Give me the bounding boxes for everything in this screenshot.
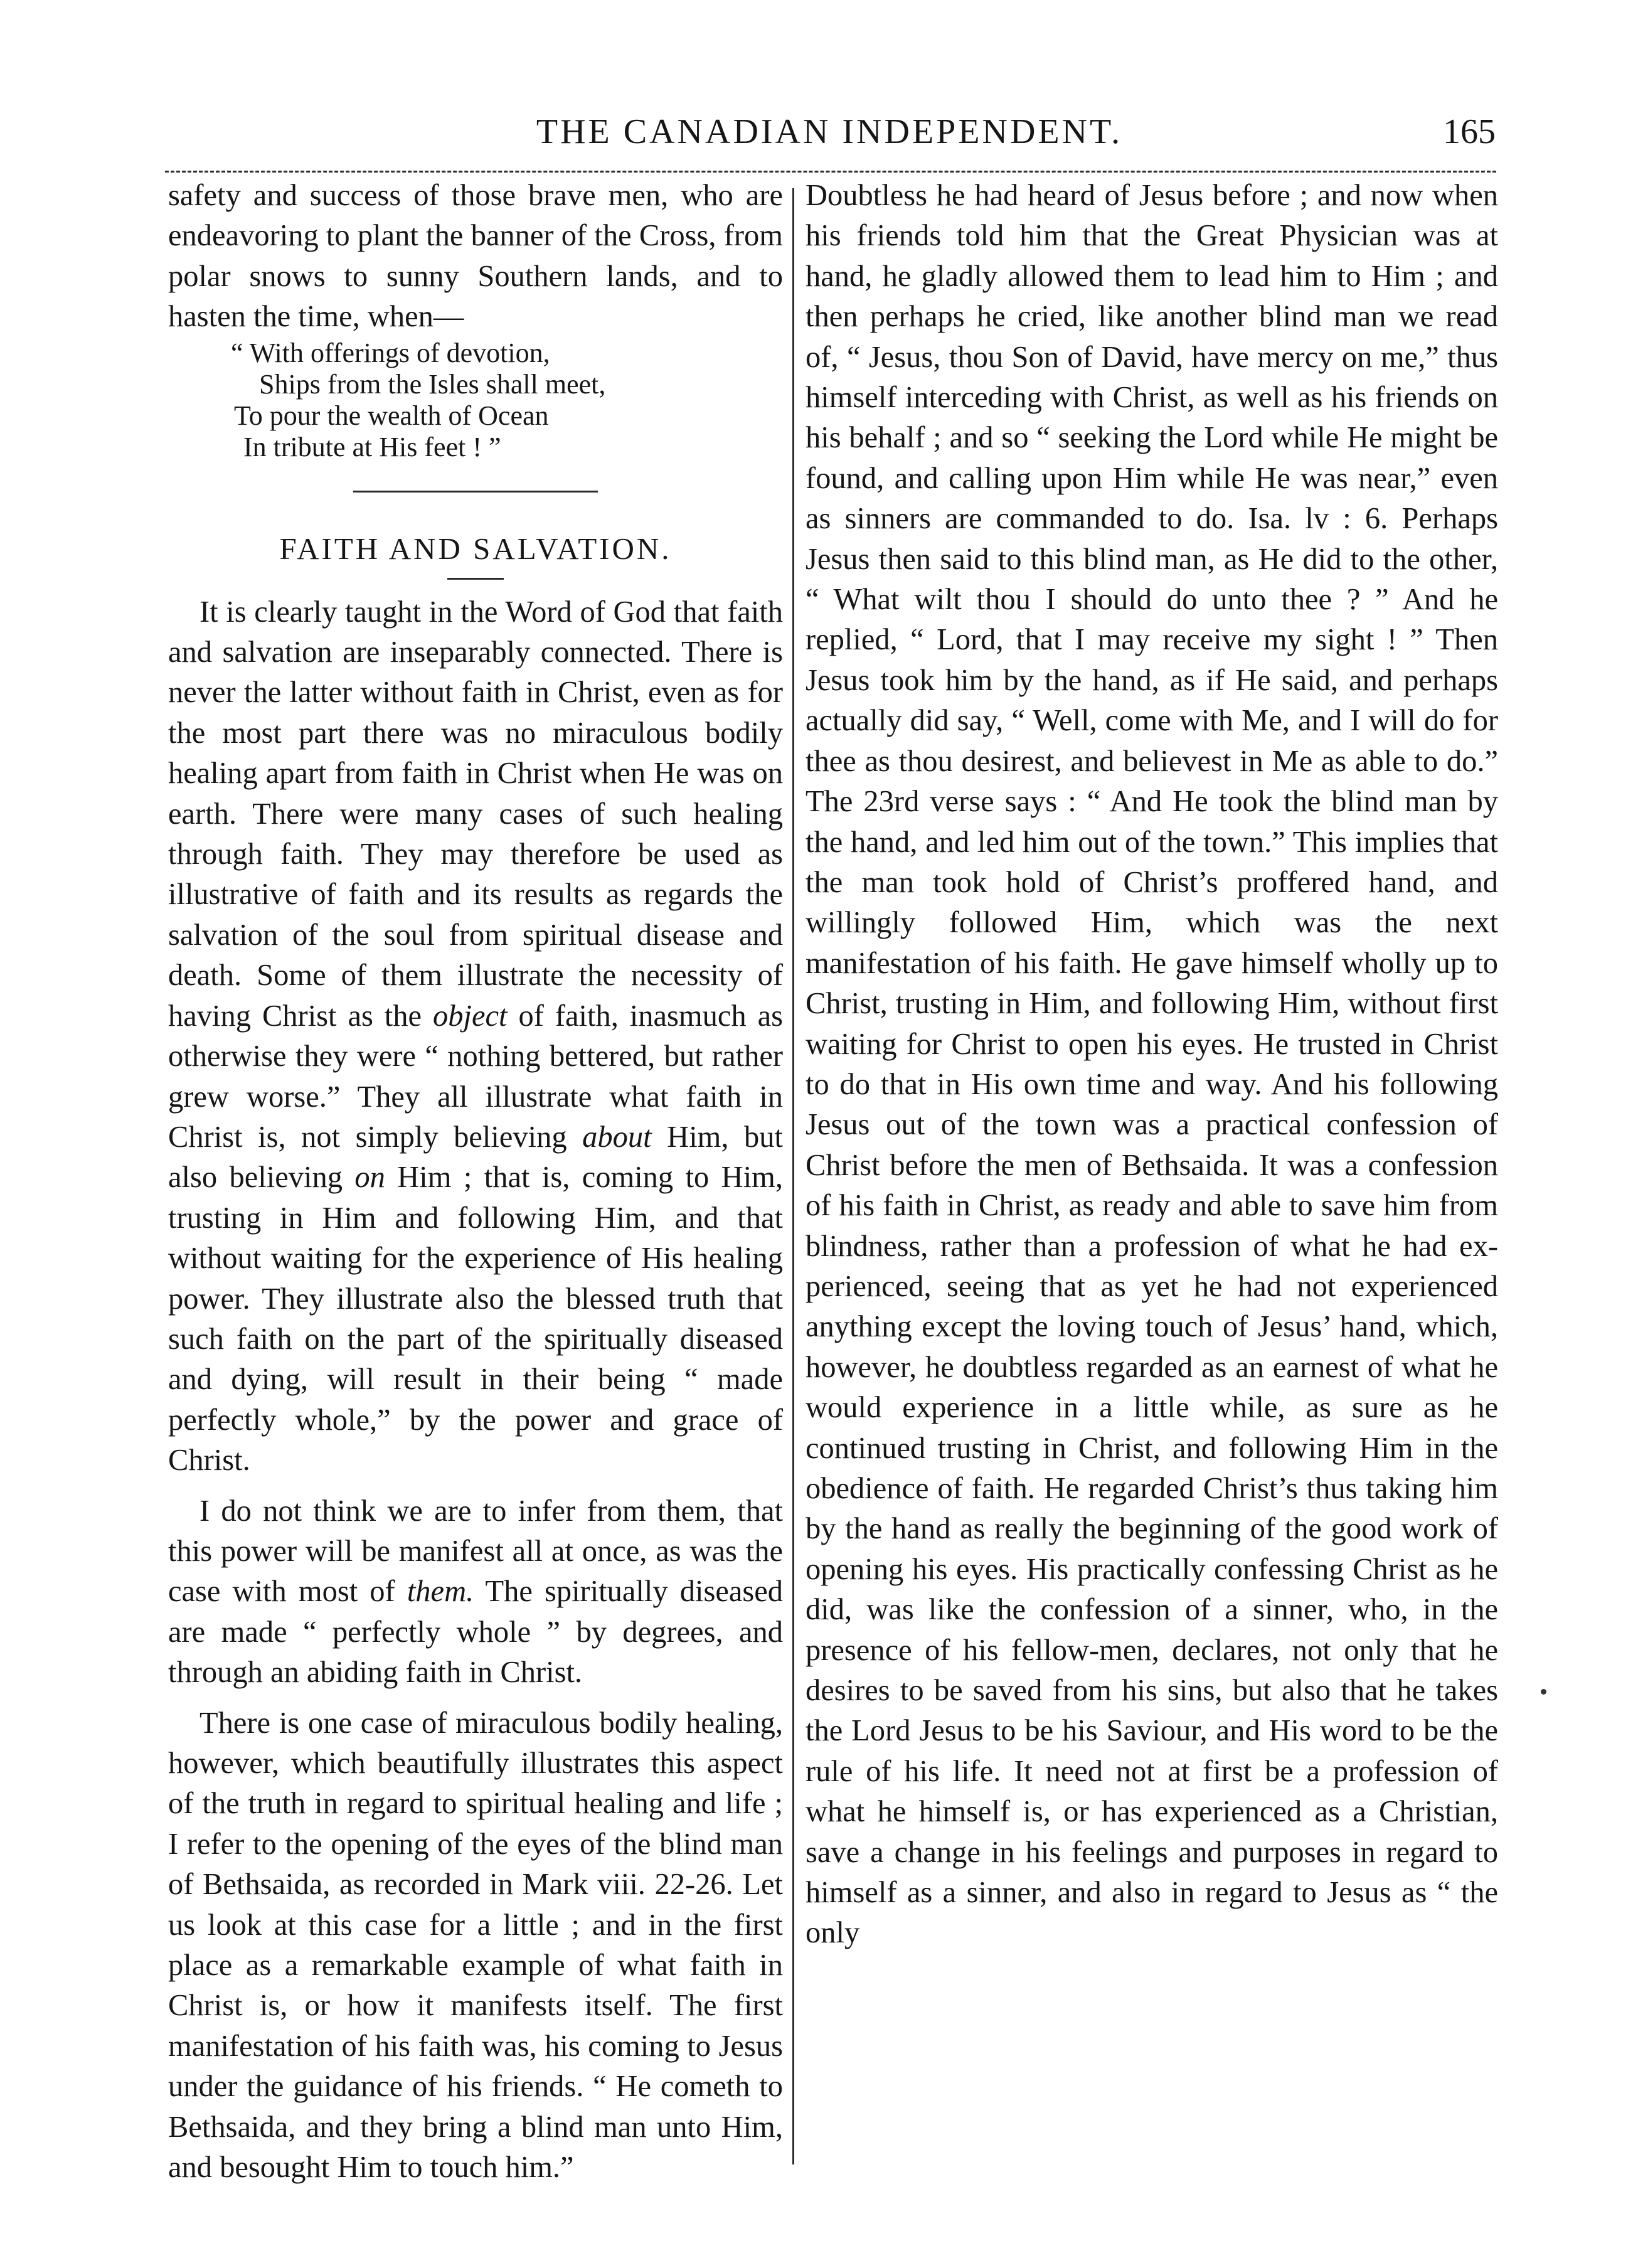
page-number: 165: [1443, 112, 1496, 151]
paragraph: Doubtless he had heard of Jesus before ; and now when his friends told him that the Great Physician was at hand, he gladly allowed them to lead him to Him ; and then perhaps he cried, like another blind man we read of, “ Jesus, thou Son of David, have mercy on me,” thus himself interceding with Christ, as well as his friends on his behalf ; and so “ seeking the Lord while He might be found, and calling upon Him while He was near,” even as sinners are commanded to do. Isa. lv : 6. Perhaps Jesus then said to this blind man, as He did to the other, “ What wilt thou I should do unto thee ? ” And he replied, “ Lord, that I may receive my sight ! ” Then Jesus took him by the hand, as if He said, and perhaps actually did say, “ Well, come with Me, and I will do for thee as thou desirest, and believest in Me as able to do.” The 23rd verse says : “ And He took the blind man by the hand, and led him out of the town.” This implies that the man took hold of Christ’s proffered hand, and willingly followed Him, which was the next manifestation of his faith. He gave himself wholly up to Christ, trusting in Him, and following Him, without first waiting for Christ to open his eyes. He trusted in Christ to do that in His own time and way. And his following Jesus out of the town was a practical confession of Christ before the men of Bethsaida. It was a confession of his faith in Christ, as ready and able to save him from blindness, rather than a profession of what he had experienced, seeing that as yet he had not experienced anything except the loving touch of Jesus’ hand, which, however, he doubtless regarded as an earnest of what he would experience in a little while, as sure as he continued trusting in Christ, and following Him in the obedience of faith. He regarded Christ’s thus taking him by the hand as really the beginning of the good work of opening his eyes. His practically confessing Christ as he did, was like the confession of a sinner, who, in the presence of his fellow-men, declares, not only that he desires to be saved from his sins, but also that he takes the Lord Jesus to be his Saviour, and His word to be the rule of his life. It need not at first be a profession of what he himself is, or has experienced as a Christian, save a change in his feelings and purposes in regard to himself as a sinner, and also in regard to Jesus as “ the only: [806, 179, 1498, 1950]
text-run: Him ; that is, coming to Him, trusting in Him and following Him, and that without waiting for the experience of His healing power. They illustrate also the blessed truth that such faith on the part of the spiritually diseased and dying, will result in their being “ made perfectly whole,” by the power and grace of Christ.: [168, 1161, 784, 1477]
poem-line: In tribute at His feet ! ”: [243, 431, 501, 462]
emphasis: about: [582, 1120, 652, 1154]
poem-line: Ships from the Isles shall meet,: [259, 368, 606, 400]
opening-paragraph: safety and success of those brave men, who are endeavoring to plant the banner of the Cross, from polar snows to sunny Southern lands, and to hasten the time, when—: [168, 179, 783, 334]
header-rule: [165, 171, 1496, 173]
ink-speck: [1541, 1689, 1546, 1695]
emphasis: on: [354, 1161, 385, 1195]
text-run: The spiritually diseased are made “ perfectly whole ” by degrees, and through an abiding faith in Christ.: [168, 1575, 784, 1690]
column-divider: [792, 188, 794, 2164]
poem-line: “ With offerings of devotion,: [231, 337, 550, 368]
journal-title: THE CANADIAN INDEPENDENT.: [536, 112, 1123, 151]
page-header: [496, 112, 1496, 162]
section-heading: FAITH AND SALVATION.: [279, 531, 672, 566]
left-column: [168, 176, 783, 2188]
emphasis: them.: [407, 1575, 474, 1609]
section-divider: [353, 491, 598, 492]
paragraph: [168, 1491, 783, 1693]
paragraph: There is one case of miraculous bodily healing, however, which beautifully illustrates this aspect of the truth in regard to spiritual healing and life ; I refer to the opening of the eyes of the blind man of Bethsaida, as recorded in Mark viii. 22-26. Let us look at this case for a little ; and in the first place as a remarkable example of what faith in Christ is, or how it manifests itself. The first manifestation of his faith was, his coming to Jesus under the guidance of his friends. “ He cometh to Bethsaida, and they bring a blind man unto Him, and besought Him to touch him.”: [168, 1706, 783, 2185]
heading-underline: [447, 578, 504, 580]
emphasis: object: [433, 999, 508, 1033]
poem-line: To pour the wealth of Ocean: [234, 400, 549, 431]
text-run: Him, but also believing: [168, 1120, 784, 1195]
poem: [168, 338, 783, 463]
right-column: [806, 176, 1498, 1954]
text-run: It is clearly taught in the Word of God that faith and salvation are inseparably connected. There is never the latter without faith in Christ, even as for the most part there was no miraculous bodily healing apart from faith in Christ when He was on earth. There were many cases of such healing through faith. They may therefore be used as illustrative of faith and its results as regards the salvation of the soul from spiritual disease and death. Some of them illustrate the necessity of having Christ as the: [168, 595, 783, 1033]
text-run: of faith, inasmuch as otherwise they were “ nothing bettered, but rather grew worse.” They all illustrate what faith in Christ is, not simply believing: [168, 999, 784, 1154]
paragraph: [168, 592, 783, 1481]
text-run: I do not think we are to infer from them, that this power will be manifest all at once, as was the case with most of: [168, 1494, 783, 1609]
